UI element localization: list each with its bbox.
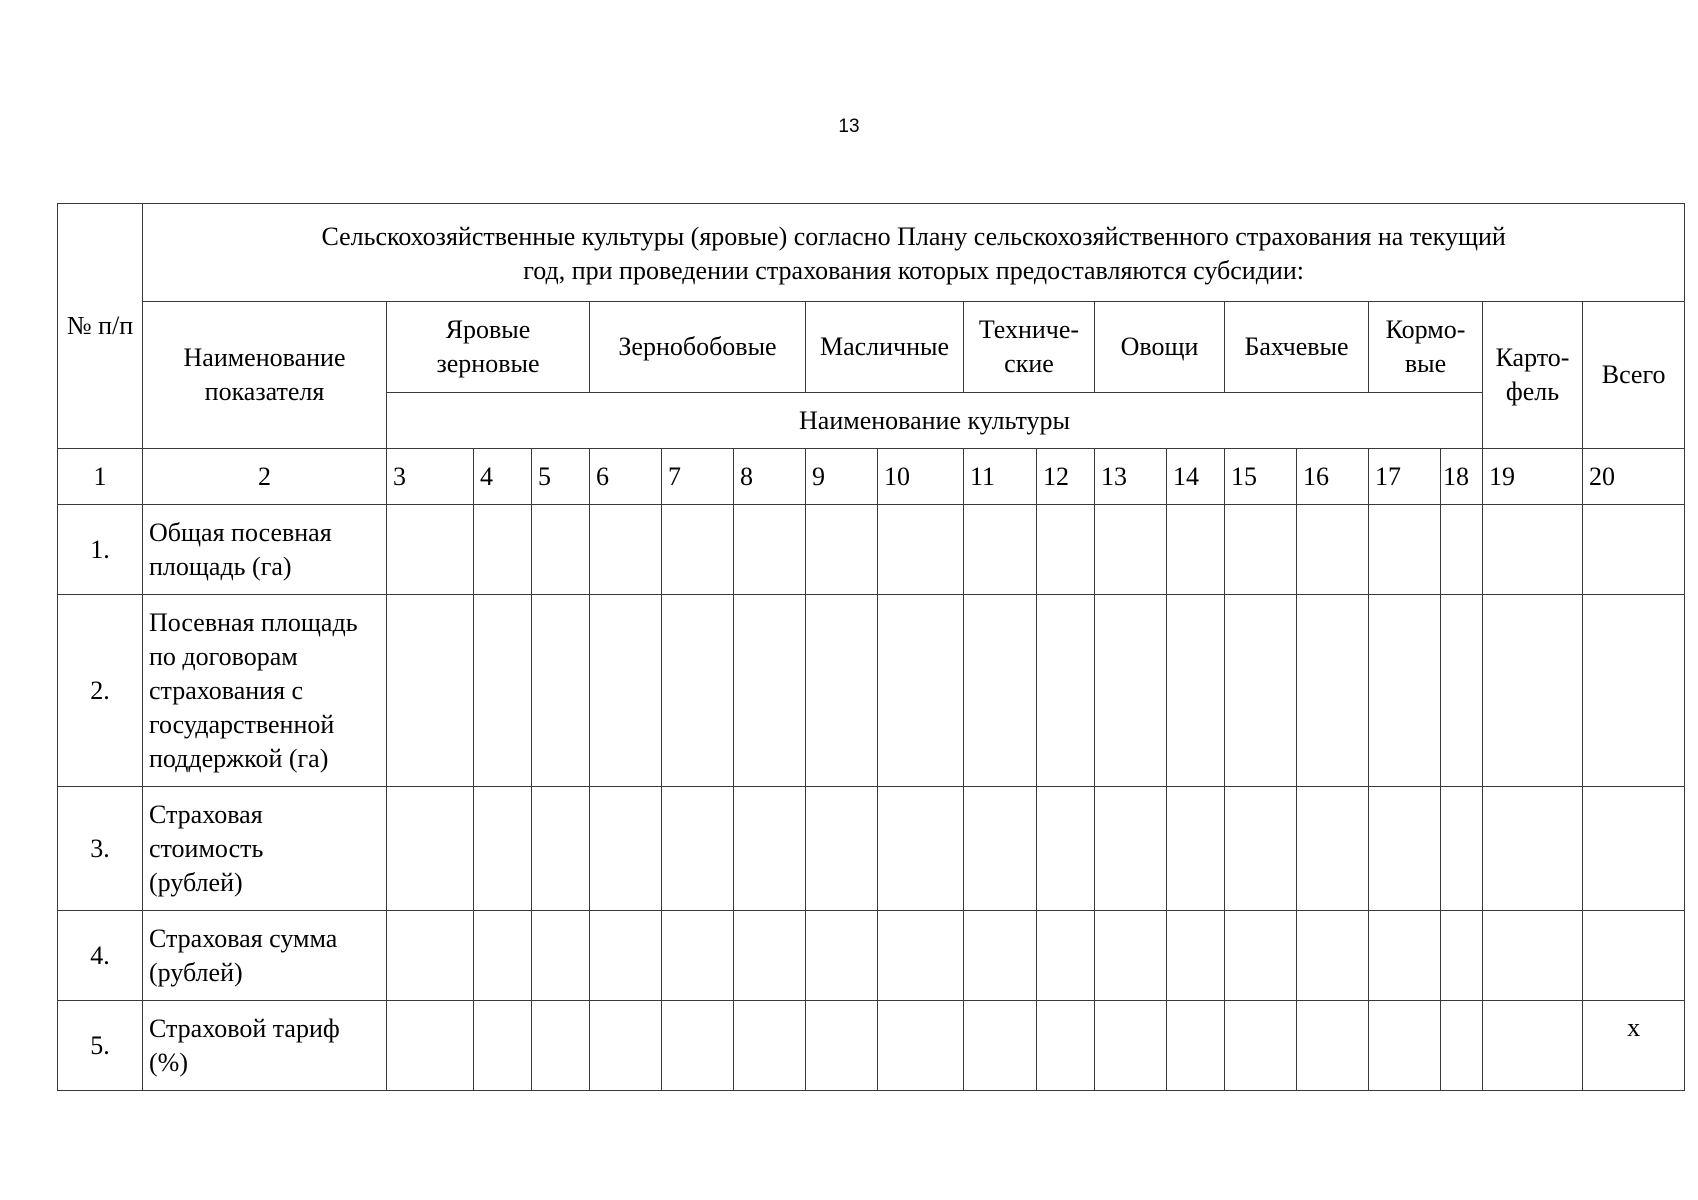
data-cell[interactable] bbox=[1441, 505, 1483, 595]
data-cell[interactable] bbox=[1095, 595, 1167, 787]
total-cell: x bbox=[1583, 1001, 1685, 1091]
data-cell[interactable] bbox=[532, 505, 590, 595]
data-cell[interactable] bbox=[662, 595, 734, 787]
header-group-spring-grain: Яровые зерновые bbox=[387, 302, 590, 393]
row-number: 1. bbox=[58, 505, 143, 595]
column-number: 19 bbox=[1483, 449, 1583, 505]
data-cell[interactable] bbox=[806, 595, 878, 787]
table-row bbox=[58, 505, 1685, 595]
data-cell[interactable] bbox=[1095, 911, 1167, 1001]
data-cell[interactable] bbox=[532, 911, 590, 1001]
header-group-fodder: Кормо- вые bbox=[1369, 302, 1483, 393]
column-number: 20 bbox=[1583, 449, 1685, 505]
header-group-melons: Бахчевые bbox=[1225, 302, 1369, 393]
data-cell[interactable] bbox=[1369, 1001, 1441, 1091]
data-cell[interactable] bbox=[662, 911, 734, 1001]
column-number: 11 bbox=[964, 449, 1037, 505]
header-indicator-line-1: Наименование bbox=[183, 343, 346, 372]
header-culture-name: Наименование культуры bbox=[387, 393, 1483, 449]
header-group-legumes: Зернобобовые bbox=[590, 302, 806, 393]
data-cell[interactable] bbox=[532, 1001, 590, 1091]
header-indicator-line-2: показателя bbox=[204, 377, 325, 406]
data-cell[interactable] bbox=[1225, 505, 1297, 595]
data-cell[interactable] bbox=[878, 787, 964, 911]
data-cell[interactable] bbox=[474, 787, 532, 911]
data-cell[interactable] bbox=[387, 787, 474, 911]
data-cell[interactable] bbox=[387, 1001, 474, 1091]
column-number: 10 bbox=[878, 449, 964, 505]
header-group-vegetables: Овощи bbox=[1095, 302, 1225, 393]
data-cell[interactable] bbox=[1297, 595, 1369, 787]
column-number: 4 bbox=[474, 449, 532, 505]
data-cell[interactable] bbox=[1225, 787, 1297, 911]
data-cell[interactable] bbox=[734, 595, 806, 787]
data-cell[interactable] bbox=[964, 787, 1037, 911]
data-cell[interactable] bbox=[1167, 1001, 1225, 1091]
column-number: 6 bbox=[590, 449, 662, 505]
data-cell[interactable] bbox=[1483, 595, 1583, 787]
data-cell[interactable] bbox=[806, 787, 878, 911]
data-cell[interactable] bbox=[1037, 1001, 1095, 1091]
header-potato: Карто- фель bbox=[1483, 302, 1583, 449]
data-cell[interactable] bbox=[662, 505, 734, 595]
data-cell[interactable] bbox=[474, 1001, 532, 1091]
data-cell[interactable] bbox=[1037, 505, 1095, 595]
data-cell[interactable] bbox=[474, 911, 532, 1001]
column-number: 9 bbox=[806, 449, 878, 505]
data-cell[interactable] bbox=[878, 911, 964, 1001]
data-cell[interactable] bbox=[662, 1001, 734, 1091]
data-cell[interactable] bbox=[964, 505, 1037, 595]
table-row bbox=[58, 787, 1685, 911]
data-cell[interactable] bbox=[590, 595, 662, 787]
column-number: 1 bbox=[58, 449, 143, 505]
row-number: 5. bbox=[58, 1001, 143, 1091]
data-cell[interactable] bbox=[1297, 1001, 1369, 1091]
data-cell[interactable] bbox=[734, 911, 806, 1001]
row-indicator-name: Страховой тариф (%) bbox=[143, 1001, 387, 1091]
data-cell[interactable] bbox=[1369, 595, 1441, 787]
data-cell[interactable] bbox=[1297, 505, 1369, 595]
total-cell[interactable] bbox=[1583, 505, 1685, 595]
data-cell[interactable] bbox=[1483, 505, 1583, 595]
data-cell[interactable] bbox=[387, 595, 474, 787]
data-cell[interactable] bbox=[532, 787, 590, 911]
column-number: 5 bbox=[532, 449, 590, 505]
column-number: 8 bbox=[734, 449, 806, 505]
data-cell[interactable] bbox=[1369, 911, 1441, 1001]
table-title-line-2: год, при проведении страхования которых предоставляются субсидии: bbox=[523, 255, 1304, 285]
data-cell[interactable] bbox=[1167, 505, 1225, 595]
data-cell[interactable] bbox=[734, 1001, 806, 1091]
header-group-oilseeds: Масличные bbox=[806, 302, 964, 393]
data-cell[interactable] bbox=[1037, 787, 1095, 911]
data-cell[interactable] bbox=[806, 505, 878, 595]
data-cell[interactable] bbox=[1167, 787, 1225, 911]
table-row bbox=[58, 911, 1685, 1001]
data-cell[interactable] bbox=[1297, 787, 1369, 911]
data-cell[interactable] bbox=[1095, 787, 1167, 911]
data-cell[interactable] bbox=[474, 505, 532, 595]
data-cell[interactable] bbox=[878, 505, 964, 595]
header-indicator bbox=[143, 302, 387, 449]
data-cell[interactable] bbox=[1095, 505, 1167, 595]
table-title-line-1: Сельскохозяйственные культуры (яровые) согласно Плану сельскохозяйственного страхования на текущий bbox=[321, 221, 1506, 251]
data-cell[interactable] bbox=[878, 595, 964, 787]
data-cell[interactable] bbox=[1297, 911, 1369, 1001]
column-number: 17 bbox=[1369, 449, 1441, 505]
data-cell[interactable] bbox=[1167, 595, 1225, 787]
data-cell[interactable] bbox=[1037, 595, 1095, 787]
data-cell[interactable] bbox=[964, 911, 1037, 1001]
column-number: 12 bbox=[1037, 449, 1095, 505]
data-cell[interactable] bbox=[532, 595, 590, 787]
subsidy-table bbox=[57, 203, 1685, 1091]
data-cell[interactable] bbox=[1483, 911, 1583, 1001]
data-cell[interactable] bbox=[1095, 1001, 1167, 1091]
table-row bbox=[58, 595, 1685, 787]
row-indicator-name: Посевная площадь по договорам страхования с государственной поддержкой (га) bbox=[143, 595, 387, 787]
row-indicator-name: Общая посевная площадь (га) bbox=[143, 505, 387, 595]
data-cell[interactable] bbox=[590, 1001, 662, 1091]
data-cell[interactable] bbox=[1483, 1001, 1583, 1091]
total-cell[interactable] bbox=[1583, 595, 1685, 787]
data-cell[interactable] bbox=[387, 505, 474, 595]
data-cell[interactable] bbox=[590, 787, 662, 911]
data-cell[interactable] bbox=[1441, 787, 1483, 911]
column-number: 3 bbox=[387, 449, 474, 505]
total-cell[interactable] bbox=[1583, 787, 1685, 911]
column-number: 15 bbox=[1225, 449, 1297, 505]
data-cell[interactable] bbox=[1225, 595, 1297, 787]
data-cell[interactable] bbox=[734, 787, 806, 911]
data-cell[interactable] bbox=[1441, 1001, 1483, 1091]
column-number-row bbox=[58, 449, 1685, 505]
table-title bbox=[143, 204, 1685, 302]
row-indicator-name: Страховая сумма (рублей) bbox=[143, 911, 387, 1001]
data-cell[interactable] bbox=[1037, 911, 1095, 1001]
row-number: 4. bbox=[58, 911, 143, 1001]
column-number: 2 bbox=[143, 449, 387, 505]
data-cell[interactable] bbox=[590, 911, 662, 1001]
header-group-technical: Техниче- ские bbox=[964, 302, 1095, 393]
data-cell[interactable] bbox=[1225, 1001, 1297, 1091]
data-cell[interactable] bbox=[1225, 911, 1297, 1001]
column-number: 16 bbox=[1297, 449, 1369, 505]
data-cell[interactable] bbox=[734, 505, 806, 595]
data-cell[interactable] bbox=[964, 1001, 1037, 1091]
row-indicator-name: Страховая стоимость (рублей) bbox=[143, 787, 387, 911]
data-cell[interactable] bbox=[806, 1001, 878, 1091]
column-number: 7 bbox=[662, 449, 734, 505]
data-cell[interactable] bbox=[1369, 505, 1441, 595]
row-number: 2. bbox=[58, 595, 143, 787]
data-cell[interactable] bbox=[1167, 911, 1225, 1001]
data-cell[interactable] bbox=[878, 1001, 964, 1091]
column-number: 14 bbox=[1167, 449, 1225, 505]
data-cell[interactable] bbox=[1441, 911, 1483, 1001]
total-cell[interactable] bbox=[1583, 911, 1685, 1001]
data-cell[interactable] bbox=[474, 595, 532, 787]
header-total: Всего bbox=[1583, 302, 1685, 449]
data-cell[interactable] bbox=[662, 787, 734, 911]
data-cell[interactable] bbox=[806, 911, 878, 1001]
page-number: 13 bbox=[838, 116, 860, 137]
row-number: 3. bbox=[58, 787, 143, 911]
data-cell[interactable] bbox=[964, 595, 1037, 787]
data-cell[interactable] bbox=[590, 505, 662, 595]
data-cell[interactable] bbox=[1441, 595, 1483, 787]
data-cell[interactable] bbox=[1369, 787, 1441, 911]
table-row bbox=[58, 1001, 1685, 1091]
header-num: № п/п bbox=[58, 204, 143, 449]
column-number: 13 bbox=[1095, 449, 1167, 505]
column-number: 18 bbox=[1441, 449, 1483, 505]
data-cell[interactable] bbox=[1483, 787, 1583, 911]
data-cell[interactable] bbox=[387, 911, 474, 1001]
